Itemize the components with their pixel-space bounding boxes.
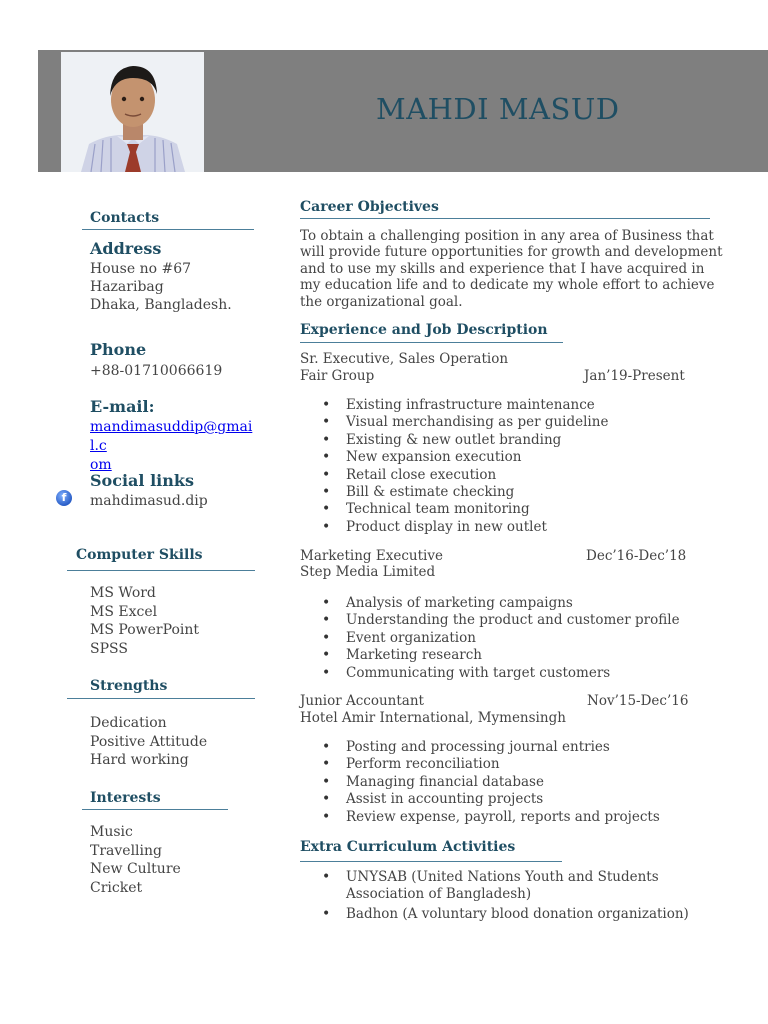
job-period: Jan’19-Present <box>584 368 685 384</box>
email-link[interactable] <box>90 418 260 475</box>
strengths-list <box>90 714 207 770</box>
contacts-heading: Contacts <box>90 210 160 226</box>
address-line: House no #67 <box>90 261 192 277</box>
job-title: Junior Accountant <box>300 693 424 709</box>
strength-item: Hard working <box>90 752 189 769</box>
skill-item: SPSS <box>90 641 128 658</box>
list-item: • Review expense, payroll, reports and projects <box>300 809 660 826</box>
job-title: Marketing Executive <box>300 548 443 564</box>
job-company: Step Media Limited <box>300 564 436 580</box>
list-item: • Posting and processing journal entries <box>300 739 660 756</box>
skills-list <box>90 584 199 659</box>
address-line: Hazaribag <box>90 279 164 295</box>
list-item: • New expansion execution <box>300 449 608 466</box>
objective-heading: Career Objectives <box>300 199 439 215</box>
address-label: Address <box>90 239 162 258</box>
job-period: Dec’16-Dec’18 <box>586 548 687 564</box>
skill-item: MS PowerPoint <box>90 622 200 639</box>
list-item: • Technical team monitoring <box>300 501 608 518</box>
objective-rule <box>300 218 710 219</box>
job-bullets <box>300 595 680 682</box>
strengths-heading: Strengths <box>90 678 168 694</box>
job-bullets <box>300 397 608 536</box>
interests-heading: Interests <box>90 790 161 806</box>
objective-line: the organizational goal. <box>300 293 463 310</box>
contacts-rule <box>82 229 254 230</box>
phone-number: +88-01710066619 <box>90 363 223 379</box>
list-item: • Marketing research <box>300 647 680 664</box>
strength-item: Dedication <box>90 715 167 731</box>
address-block <box>90 260 232 314</box>
experience-heading: Experience and Job Description <box>300 322 548 338</box>
list-item: • Assist in accounting projects <box>300 791 660 808</box>
address-line: Dhaka, Bangladesh. <box>90 297 232 313</box>
list-item: • Bill & estimate checking <box>300 484 608 501</box>
list-item: • Understanding the product and customer profile <box>300 612 680 629</box>
skill-item: MS Word <box>90 585 156 601</box>
list-item: • Event organization <box>300 630 680 647</box>
interests-rule <box>82 809 228 810</box>
strength-item: Positive Attitude <box>90 733 208 750</box>
list-item: • Retail close execution <box>300 467 608 484</box>
profile-photo <box>61 52 204 172</box>
interest-item: Cricket <box>90 880 143 897</box>
list-item: • Existing infrastructure maintenance <box>300 397 608 414</box>
list-item: • Communicating with target customers <box>300 665 680 682</box>
list-item: • Product display in new outlet <box>300 519 608 536</box>
interest-item: Music <box>90 824 133 840</box>
skill-item: MS Excel <box>90 603 158 620</box>
candidate-name: MAHDI MASUD <box>376 92 620 126</box>
social-handle: mahdimasud.dip <box>90 493 208 509</box>
list-item: • Visual merchandising as per guideline <box>300 414 608 431</box>
extra-rule <box>300 861 562 862</box>
job-company: Hotel Amir International, Mymensingh <box>300 710 566 726</box>
experience-rule <box>300 342 563 343</box>
list-item: • Existing & new outlet branding <box>300 432 608 449</box>
job-company: Fair Group <box>300 368 375 384</box>
objective-line: my education life and to dedicate my whole effort to achieve <box>300 277 715 294</box>
strengths-rule <box>67 698 255 699</box>
interests-list <box>90 823 181 898</box>
list-item: • UNYSAB (United Nations Youth and Students <box>300 869 689 886</box>
interest-item: New Culture <box>90 861 181 878</box>
job-title: Sr. Executive, Sales Operation <box>300 351 509 367</box>
objective-line: and to use my skills and experience that I have acquired in <box>300 260 705 277</box>
email-line: mandimasuddip@gmail.c <box>90 419 253 454</box>
email-line: om <box>90 457 112 473</box>
objective-text <box>300 228 723 310</box>
list-item-continuation: Association of Bangladesh) <box>346 886 532 903</box>
phone-label: Phone <box>90 340 147 359</box>
list-item: • Badhon (A voluntary blood donation organization) <box>300 906 689 923</box>
list-item: • Analysis of marketing campaigns <box>300 595 680 612</box>
interest-item: Travelling <box>90 842 162 859</box>
email-label: E-mail: <box>90 397 155 416</box>
facebook-icon[interactable]: f <box>56 490 72 506</box>
social-label: Social links <box>90 471 194 490</box>
list-item: • Perform reconciliation <box>300 756 660 773</box>
list-item: • Managing financial database <box>300 774 660 791</box>
objective-line: will provide future opportunities for growth and development <box>300 244 723 261</box>
skills-heading: Computer Skills <box>76 547 203 563</box>
job-period: Nov’15-Dec’16 <box>587 693 689 709</box>
job-bullets <box>300 739 660 826</box>
extra-heading: Extra Curriculum Activities <box>300 839 516 855</box>
objective-line: To obtain a challenging position in any area of Business that <box>300 228 714 244</box>
skills-rule <box>67 570 255 571</box>
extra-list <box>300 869 689 923</box>
